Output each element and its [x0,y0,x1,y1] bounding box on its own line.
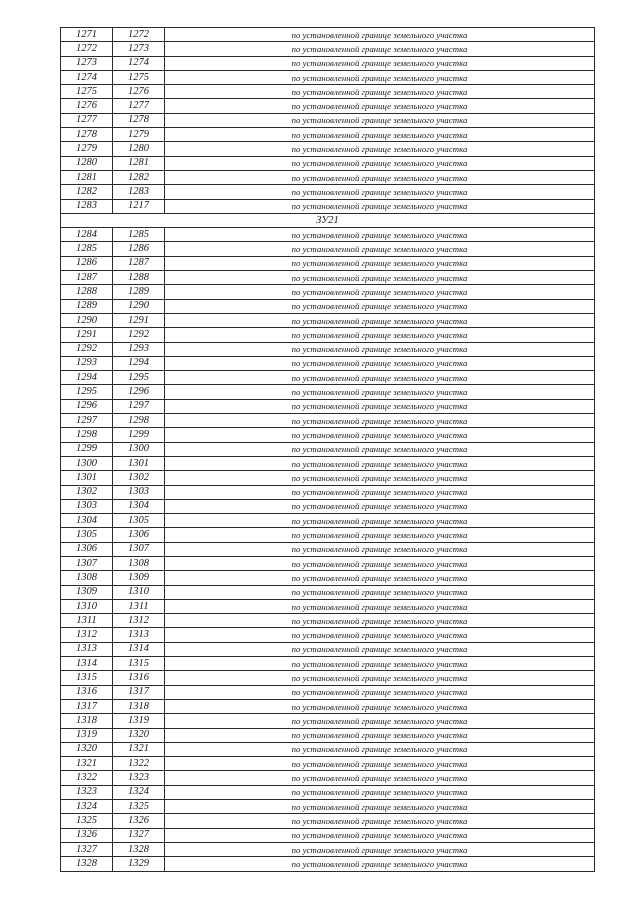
point-to-cell: 1301 [113,456,165,470]
description-cell: по установленной границе земельного участка [165,313,595,327]
point-from-cell: 1300 [61,456,113,470]
table-row [61,742,595,756]
point-to-cell: 1303 [113,485,165,499]
table-row [61,299,595,313]
point-to-cell: 1302 [113,471,165,485]
point-to-cell: 1316 [113,671,165,685]
point-to-cell: 1294 [113,356,165,370]
point-to-cell: 1281 [113,156,165,170]
point-from-cell: 1281 [61,170,113,184]
description-cell: по установленной границе земельного участка [165,85,595,99]
section-row [61,213,595,227]
point-from-cell: 1314 [61,657,113,671]
description-cell: по установленной границе земельного участка [165,442,595,456]
point-from-cell: 1307 [61,556,113,570]
table-row [61,70,595,84]
description-cell: по установленной границе земельного участка [165,685,595,699]
point-from-cell: 1288 [61,285,113,299]
point-from-cell: 1284 [61,228,113,242]
description-cell: по установленной границе земельного участка [165,642,595,656]
point-to-cell: 1306 [113,528,165,542]
point-to-cell: 1285 [113,228,165,242]
point-to-cell: 1320 [113,728,165,742]
point-from-cell: 1313 [61,642,113,656]
description-cell: по установленной границе земельного участка [165,771,595,785]
point-to-cell: 1314 [113,642,165,656]
point-from-cell: 1320 [61,742,113,756]
point-from-cell: 1285 [61,242,113,256]
table-row [61,542,595,556]
description-cell: по установленной границе земельного участка [165,128,595,142]
point-to-cell: 1291 [113,313,165,327]
point-to-cell: 1288 [113,271,165,285]
table-row [61,785,595,799]
table-row [61,85,595,99]
point-from-cell: 1322 [61,771,113,785]
table-row [61,471,595,485]
point-to-cell: 1296 [113,385,165,399]
point-from-cell: 1286 [61,256,113,270]
table-row [61,199,595,213]
description-cell: по установленной границе земельного участка [165,599,595,613]
description-cell: по установленной границе земельного участка [165,42,595,56]
description-cell: по установленной границе земельного участка [165,614,595,628]
point-to-cell: 1312 [113,614,165,628]
point-from-cell: 1290 [61,313,113,327]
point-from-cell: 1287 [61,271,113,285]
point-from-cell: 1271 [61,28,113,42]
point-to-cell: 1297 [113,399,165,413]
table-row [61,313,595,327]
description-cell: по установленной границе земельного участка [165,156,595,170]
description-cell: по установленной границе земельного участка [165,385,595,399]
point-from-cell: 1295 [61,385,113,399]
point-to-cell: 1322 [113,757,165,771]
point-from-cell: 1312 [61,628,113,642]
point-to-cell: 1293 [113,342,165,356]
point-to-cell: 1325 [113,800,165,814]
description-cell: по установленной границе земельного участка [165,271,595,285]
table-row [61,456,595,470]
point-to-cell: 1321 [113,742,165,756]
point-from-cell: 1327 [61,842,113,856]
point-from-cell: 1311 [61,614,113,628]
point-from-cell: 1306 [61,542,113,556]
description-cell: по установленной границе земельного участка [165,585,595,599]
table-row [61,800,595,814]
point-from-cell: 1328 [61,857,113,871]
description-cell: по установленной границе земельного участка [165,113,595,127]
table-row [61,571,595,585]
boundary-table [60,27,595,872]
point-to-cell: 1290 [113,299,165,313]
table-row [61,113,595,127]
table-row [61,528,595,542]
point-from-cell: 1324 [61,800,113,814]
description-cell: по установленной границе земельного участка [165,814,595,828]
point-from-cell: 1289 [61,299,113,313]
description-cell: по установленной границе земельного участка [165,714,595,728]
point-to-cell: 1327 [113,828,165,842]
table-row [61,128,595,142]
description-cell: по установленной границе земельного участка [165,657,595,671]
point-from-cell: 1315 [61,671,113,685]
description-cell: по установленной границе земельного участка [165,671,595,685]
table-row [61,56,595,70]
description-cell: по установленной границе земельного участка [165,242,595,256]
table-row [61,642,595,656]
description-cell: по установленной границе земельного участка [165,328,595,342]
point-from-cell: 1273 [61,56,113,70]
point-to-cell: 1298 [113,414,165,428]
point-from-cell: 1298 [61,428,113,442]
description-cell: по установленной границе земельного участка [165,70,595,84]
point-to-cell: 1315 [113,657,165,671]
table-row [61,342,595,356]
description-cell: по установленной границе земельного участка [165,699,595,713]
point-from-cell: 1280 [61,156,113,170]
description-cell: по установленной границе земельного участка [165,285,595,299]
point-from-cell: 1278 [61,128,113,142]
point-from-cell: 1296 [61,399,113,413]
table-row [61,256,595,270]
description-cell: по установленной границе земельного участка [165,571,595,585]
description-cell: по установленной границе земельного участка [165,170,595,184]
point-to-cell: 1277 [113,99,165,113]
point-to-cell: 1286 [113,242,165,256]
table-row [61,499,595,513]
section-label: ЗУ21 [61,213,595,227]
table-row [61,414,595,428]
point-to-cell: 1318 [113,699,165,713]
point-from-cell: 1293 [61,356,113,370]
point-to-cell: 1283 [113,185,165,199]
point-to-cell: 1276 [113,85,165,99]
description-cell: по установленной границе земельного участка [165,456,595,470]
point-from-cell: 1318 [61,714,113,728]
description-cell: по установленной границе земельного участка [165,828,595,842]
table-row [61,657,595,671]
point-from-cell: 1304 [61,514,113,528]
point-to-cell: 1317 [113,685,165,699]
point-from-cell: 1310 [61,599,113,613]
point-from-cell: 1305 [61,528,113,542]
point-from-cell: 1292 [61,342,113,356]
description-cell: по установленной границе земельного участка [165,142,595,156]
description-cell: по установленной границе земельного участка [165,800,595,814]
description-cell: по установленной границе земельного участка [165,556,595,570]
point-from-cell: 1325 [61,814,113,828]
point-from-cell: 1275 [61,85,113,99]
point-from-cell: 1294 [61,371,113,385]
table-row [61,156,595,170]
point-to-cell: 1282 [113,170,165,184]
description-cell: по установленной границе земельного участка [165,199,595,213]
point-from-cell: 1283 [61,199,113,213]
point-to-cell: 1272 [113,28,165,42]
description-cell: по установленной границе земельного участка [165,485,595,499]
table-row [61,271,595,285]
table-row [61,628,595,642]
description-cell: по установленной границе земельного участка [165,728,595,742]
table-row [61,371,595,385]
point-to-cell: 1274 [113,56,165,70]
description-cell: по установленной границе земельного участка [165,228,595,242]
table-row [61,142,595,156]
table-row [61,699,595,713]
table-row [61,170,595,184]
table-row [61,428,595,442]
table-row [61,671,595,685]
point-from-cell: 1299 [61,442,113,456]
description-cell: по установленной границе земельного участка [165,371,595,385]
point-to-cell: 1217 [113,199,165,213]
table-row [61,385,595,399]
table-row [61,842,595,856]
table-row [61,757,595,771]
table-row [61,399,595,413]
point-to-cell: 1299 [113,428,165,442]
point-to-cell: 1310 [113,585,165,599]
description-cell: по установленной границе земельного участка [165,499,595,513]
point-to-cell: 1319 [113,714,165,728]
description-cell: по установленной границе земельного участка [165,414,595,428]
table-row [61,356,595,370]
point-from-cell: 1291 [61,328,113,342]
point-to-cell: 1292 [113,328,165,342]
table-row [61,228,595,242]
table-row [61,599,595,613]
description-cell: по установленной границе земельного участка [165,185,595,199]
description-cell: по установленной границе земельного участка [165,842,595,856]
point-to-cell: 1287 [113,256,165,270]
document-page [60,27,594,872]
point-from-cell: 1279 [61,142,113,156]
description-cell: по установленной границе земельного участка [165,399,595,413]
table-row [61,42,595,56]
table-row [61,185,595,199]
description-cell: по установленной границе земельного участка [165,471,595,485]
point-from-cell: 1274 [61,70,113,84]
description-cell: по установленной границе земельного участка [165,99,595,113]
description-cell: по установленной границе земельного участка [165,628,595,642]
table-row [61,99,595,113]
boundary-table-body [61,28,595,872]
point-to-cell: 1295 [113,371,165,385]
description-cell: по установленной границе земельного участка [165,514,595,528]
point-to-cell: 1279 [113,128,165,142]
point-to-cell: 1323 [113,771,165,785]
description-cell: по установленной границе земельного участка [165,299,595,313]
point-from-cell: 1319 [61,728,113,742]
point-to-cell: 1307 [113,542,165,556]
table-row [61,714,595,728]
description-cell: по установленной границе земельного участка [165,785,595,799]
description-cell: по установленной границе земельного участка [165,528,595,542]
description-cell: по установленной границе земельного участка [165,342,595,356]
table-row [61,857,595,871]
point-to-cell: 1300 [113,442,165,456]
table-row [61,771,595,785]
point-to-cell: 1313 [113,628,165,642]
point-from-cell: 1321 [61,757,113,771]
table-row [61,442,595,456]
point-to-cell: 1289 [113,285,165,299]
table-row [61,814,595,828]
description-cell: по установленной границе земельного участка [165,742,595,756]
point-from-cell: 1272 [61,42,113,56]
point-to-cell: 1304 [113,499,165,513]
point-from-cell: 1276 [61,99,113,113]
table-row [61,828,595,842]
point-from-cell: 1301 [61,471,113,485]
description-cell: по установленной границе земельного участка [165,757,595,771]
point-to-cell: 1273 [113,42,165,56]
description-cell: по установленной границе земельного участка [165,256,595,270]
table-row [61,685,595,699]
table-row [61,285,595,299]
point-to-cell: 1280 [113,142,165,156]
point-from-cell: 1282 [61,185,113,199]
point-from-cell: 1277 [61,113,113,127]
point-from-cell: 1323 [61,785,113,799]
table-row [61,242,595,256]
table-row [61,514,595,528]
point-to-cell: 1305 [113,514,165,528]
point-to-cell: 1329 [113,857,165,871]
point-to-cell: 1275 [113,70,165,84]
point-from-cell: 1303 [61,499,113,513]
table-row [61,585,595,599]
point-from-cell: 1317 [61,699,113,713]
point-from-cell: 1326 [61,828,113,842]
point-from-cell: 1302 [61,485,113,499]
table-row [61,485,595,499]
table-row [61,614,595,628]
table-row [61,28,595,42]
point-from-cell: 1308 [61,571,113,585]
table-row [61,556,595,570]
table-row [61,728,595,742]
point-to-cell: 1309 [113,571,165,585]
point-from-cell: 1316 [61,685,113,699]
point-to-cell: 1278 [113,113,165,127]
point-to-cell: 1308 [113,556,165,570]
point-to-cell: 1326 [113,814,165,828]
point-to-cell: 1324 [113,785,165,799]
description-cell: по установленной границе земельного участка [165,56,595,70]
description-cell: по установленной границе земельного участка [165,356,595,370]
description-cell: по установленной границе земельного участка [165,542,595,556]
point-to-cell: 1328 [113,842,165,856]
point-from-cell: 1309 [61,585,113,599]
table-row [61,328,595,342]
point-from-cell: 1297 [61,414,113,428]
point-to-cell: 1311 [113,599,165,613]
description-cell: по установленной границе земельного участка [165,857,595,871]
description-cell: по установленной границе земельного участка [165,28,595,42]
description-cell: по установленной границе земельного участка [165,428,595,442]
